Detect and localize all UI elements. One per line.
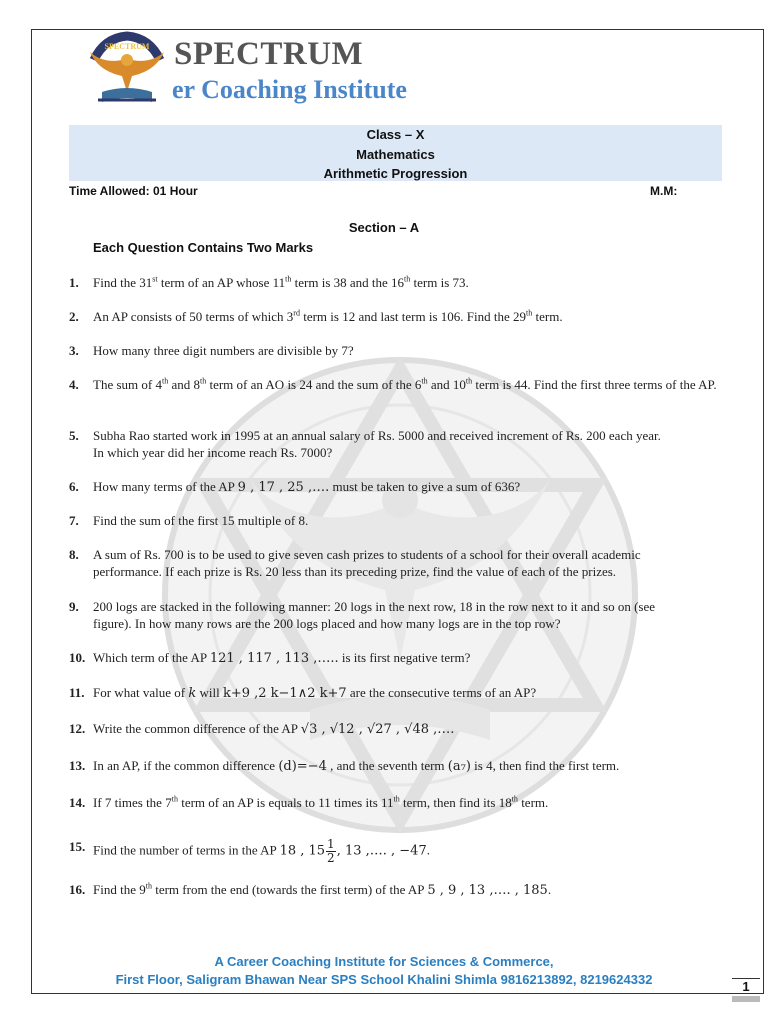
math-expression: √3 , √12 , √27 , √48 ,…. bbox=[300, 722, 455, 737]
section-instruction: Each Question Contains Two Marks bbox=[93, 240, 314, 255]
question-text: Subha Rao started work in 1995 at an annual salary of Rs. 5000 and received increment of Rs. 200 each year. In which year did her income reach Rs. 7000? bbox=[93, 428, 661, 460]
question-16 bbox=[69, 881, 719, 899]
footer-line-1: A Career Coaching Institute for Sciences & Commerce, bbox=[214, 954, 554, 969]
question-number: 3. bbox=[69, 343, 79, 358]
question-15 bbox=[69, 838, 719, 865]
section-title: Section – A bbox=[348, 220, 420, 235]
question-text: Find the 9th term from the end (towards the first term) of the AP 5 , 9 , 13 ,…. , 185. bbox=[93, 881, 552, 898]
question-text: Write the common difference of the AP √3 , √12 , √27 , √48 ,…. bbox=[93, 721, 455, 737]
question-12 bbox=[69, 720, 719, 738]
question-number: 12. bbox=[69, 721, 86, 736]
question-number: 10. bbox=[69, 650, 86, 665]
question-number: 4. bbox=[69, 377, 79, 392]
page-number-bar bbox=[732, 996, 760, 1002]
question-text: The sum of 4th and 8th term of an AO is 24 and the sum of the 6th and 10th term is 44. Find the first three terms of the AP. bbox=[93, 376, 717, 392]
math-expression: , 13 ,…. , −47 bbox=[336, 843, 427, 859]
brand-tagline: er Coaching Institute bbox=[172, 75, 407, 104]
question-text: An AP consists of 50 terms of which 3rd term is 12 and last term is 106. Find the 29th term. bbox=[93, 308, 563, 324]
question-number: 2. bbox=[69, 309, 79, 324]
question-text: 200 logs are stacked in the following manner: 20 logs in the next row, 18 in the row next to it and so on (see figure). In how many rows are the 200 logs placed and how many logs are in the top row? bbox=[93, 599, 656, 631]
question-5 bbox=[69, 427, 719, 461]
fraction: $\frac{1}{2}$ bbox=[327, 837, 335, 865]
question-number: 8. bbox=[69, 547, 79, 562]
question-number: 16. bbox=[69, 882, 86, 897]
question-9 bbox=[69, 598, 719, 632]
question-text: Find the sum of the first 15 multiple of 8. bbox=[93, 513, 309, 528]
question-1 bbox=[69, 274, 719, 291]
question-6 bbox=[69, 478, 719, 496]
math-expression: 121 , 117 , 113 ,….. bbox=[209, 651, 339, 666]
question-14 bbox=[69, 794, 719, 811]
math-expression: k+9 ,2 k−1∧2 k+7 bbox=[222, 686, 347, 701]
question-number: 1. bbox=[69, 275, 79, 290]
question-2 bbox=[69, 308, 719, 325]
subject-line: Mathematics bbox=[356, 146, 435, 162]
question-text: Which term of the AP 121 , 117 , 113 ,….. is its first negative term? bbox=[93, 650, 471, 666]
math-expression: 9 , 17 , 25 ,…. bbox=[237, 480, 330, 495]
question-13 bbox=[69, 757, 719, 775]
chapter-line: Arithmetic Progression bbox=[323, 166, 468, 181]
question-text: A sum of Rs. 700 is to be used to give seven cash prizes to students of a school for their overall academic performance. If each prize is Rs. 20 less than its preceding prize, find the value of each of the prizes. bbox=[93, 547, 641, 579]
document-header bbox=[69, 125, 722, 181]
question-text: Find the number of terms in the AP 18 , 15 $\frac{1}{2}$ , 13 ,…. , −47. bbox=[93, 837, 430, 865]
question-text: Find the 31st term of an AP whose 11th term is 38 and the 16th term is 73. bbox=[93, 274, 469, 290]
question-number: 9. bbox=[69, 599, 79, 614]
question-number: 6. bbox=[69, 479, 79, 494]
question-number: 14. bbox=[69, 795, 86, 810]
math-expression: (d)=−4 bbox=[278, 759, 327, 774]
max-marks: M.M: bbox=[650, 184, 678, 198]
math-expression: 5 , 9 , 13 ,…. , 185 bbox=[427, 883, 548, 898]
question-4 bbox=[69, 376, 719, 393]
question-number: 7. bbox=[69, 513, 79, 528]
question-3 bbox=[69, 342, 719, 359]
math-expression: (a₇) bbox=[447, 759, 471, 774]
spectrum-logo bbox=[84, 30, 170, 110]
footer-line-2: First Floor, Saligram Bhawan Near SPS School Khalini Shimla 9816213892, 8219624332 bbox=[115, 972, 653, 987]
brand-name: SPECTRUM bbox=[174, 36, 364, 72]
math-expression: 18 , 15 bbox=[279, 843, 326, 859]
question-number: 15. bbox=[69, 839, 86, 854]
question-7 bbox=[69, 512, 719, 529]
question-text: How many terms of the AP 9 , 17 , 25 ,…. must be taken to give a sum of 636? bbox=[93, 479, 521, 495]
question-text: In an AP, if the common difference (d)=−4 , and the seventh term (a₇) is 4, then find the first term. bbox=[93, 758, 620, 774]
svg-text:SPECTRUM: SPECTRUM bbox=[104, 42, 150, 51]
question-text: How many three digit numbers are divisible by 7? bbox=[93, 343, 354, 358]
question-11 bbox=[69, 684, 719, 702]
class-line: Class – X bbox=[366, 127, 425, 142]
question-8 bbox=[69, 546, 719, 580]
question-number: 5. bbox=[69, 428, 79, 443]
question-number: 13. bbox=[69, 758, 86, 773]
question-text: If 7 times the 7th term of an AP is equals to 11 times its 11th term, then find its 18th term. bbox=[93, 794, 549, 810]
time-allowed: Time Allowed: 01 Hour bbox=[69, 184, 198, 198]
question-10 bbox=[69, 649, 719, 667]
question-number: 11. bbox=[69, 685, 85, 700]
question-text: For what value of k will k+9 ,2 k−1∧2 k+7 are the consecutive terms of an AP? bbox=[93, 685, 537, 701]
page-number: 1 bbox=[732, 978, 760, 997]
